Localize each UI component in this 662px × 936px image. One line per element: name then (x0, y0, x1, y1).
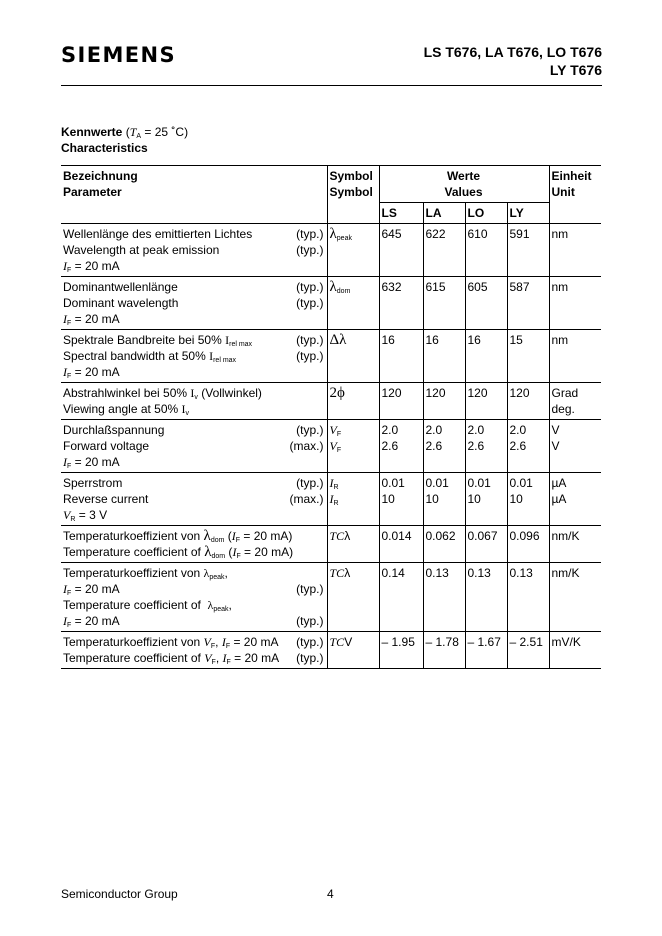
characteristics-table (61, 165, 601, 669)
value-cell: – 1.95 (379, 632, 423, 669)
part-numbers (424, 43, 602, 79)
value-cell: 120 (379, 383, 423, 420)
title-de: Kennwerte ($T_A = 25$ ˚C) (61, 125, 189, 140)
header-variant: LA (423, 203, 465, 224)
symbol-cell: $\lambda_{dom}$ (327, 277, 379, 330)
param-cell: Spektrale Bandbreite bei 50% $I_{rel max}$ (typ.) Spectral bandwidth at 50% $I_{rel max}$ (typ.) $I_F = 20$ mA (61, 330, 327, 383)
value-cell: 120 (465, 383, 507, 420)
unit-cell: Grad deg. (549, 383, 601, 420)
value-cell: 0.14 (379, 563, 423, 632)
symbol-cell: $I_R$ $I_R$ (327, 473, 379, 526)
header-values: Werte Values (379, 166, 549, 203)
value-cell: 0.13 (465, 563, 507, 632)
value-cell: 591 (507, 224, 549, 277)
param-cell: Abstrahlwinkel bei 50% $I_v$ (Vollwinkel) Viewing angle at 50% $I_v$ (61, 383, 327, 420)
param-cell: Wellenlänge des emittierten Lichtes (typ.) Wavelength at peak emission (typ.) $I_F = 20$ mA (61, 224, 327, 277)
symbol-cell: $\lambda_{peak}$ (327, 224, 379, 277)
value-cell: – 2.51 (507, 632, 549, 669)
symbol-cell: TCV (327, 632, 379, 669)
footer-company: Semiconductor Group (61, 887, 178, 901)
symbol-cell: TCλ (327, 563, 379, 632)
value-cell: 587 (507, 277, 549, 330)
unit-cell: mV/K (549, 632, 601, 669)
value-cell: 120 (423, 383, 465, 420)
symbol-cell: TCλ (327, 526, 379, 563)
value-cell: 2.0 2.6 (465, 420, 507, 473)
param-cell: Sperrstrom (typ.) Reverse current (max.) $V_R = 3$ V (61, 473, 327, 526)
value-cell: 16 (465, 330, 507, 383)
symbol-cell: 2ϕ (327, 383, 379, 420)
unit-cell: nm/K (549, 526, 601, 563)
table-row (61, 277, 601, 330)
unit-cell: nm (549, 277, 601, 330)
value-cell: – 1.67 (465, 632, 507, 669)
table-row (61, 330, 601, 383)
header-variant: LY (507, 203, 549, 224)
part-numbers-line1: LS T676, LA T676, LO T676 (423, 44, 602, 60)
value-cell: 2.0 2.6 (507, 420, 549, 473)
value-cell: 0.13 (423, 563, 465, 632)
header-unit: Einheit Unit (549, 166, 601, 224)
part-numbers-line2: LY T676 (549, 62, 602, 78)
param-cell: Durchlaßspannung (typ.) Forward voltage (max.) $I_F = 20$ mA (61, 420, 327, 473)
unit-cell: nm/K (549, 563, 601, 632)
value-cell: 632 (379, 277, 423, 330)
value-cell: 610 (465, 224, 507, 277)
table-row (61, 473, 601, 526)
param-cell: Temperaturkoeffizient von $\lambda_{peak}$, $I_F = 20$ mA (typ.) Temperature coefficient of $\lambda_{peak}$, $I_F = 20$ mA (typ.) (61, 563, 327, 632)
table-row (61, 563, 601, 632)
header-variant: LO (465, 203, 507, 224)
value-cell: 120 (507, 383, 549, 420)
title-en: Characteristics (61, 141, 148, 155)
section-title (61, 124, 188, 156)
table-header-row (61, 166, 601, 203)
param-cell: Dominantwellenlänge (typ.) Dominant wavelength (typ.) $I_F = 20$ mA (61, 277, 327, 330)
value-cell: 0.01 10 (465, 473, 507, 526)
siemens-logo: SIEMENS (61, 43, 177, 67)
table-row (61, 632, 601, 669)
table-row (61, 224, 601, 277)
value-cell: – 1.78 (423, 632, 465, 669)
param-cell: Temperaturkoeffizient von $V_F$, $I_F = 20$ mA (typ.) Temperature coefficient of $V_F$, $I_F = 20$ mA (typ.) (61, 632, 327, 669)
value-cell: 2.0 2.6 (423, 420, 465, 473)
value-cell: 605 (465, 277, 507, 330)
value-cell: 0.01 10 (379, 473, 423, 526)
unit-cell: V V (549, 420, 601, 473)
header-divider (61, 85, 602, 86)
symbol-cell: $V_F$ $V_F$ (327, 420, 379, 473)
value-cell: 0.062 (423, 526, 465, 563)
value-cell: 0.014 (379, 526, 423, 563)
unit-cell: µA µA (549, 473, 601, 526)
value-cell: 0.01 10 (423, 473, 465, 526)
page-number: 4 (327, 887, 334, 901)
header-parameter: Bezeichnung Parameter (61, 166, 327, 224)
value-cell: 615 (423, 277, 465, 330)
table-row (61, 383, 601, 420)
header-symbol: Symbol Symbol (327, 166, 379, 224)
value-cell: 16 (379, 330, 423, 383)
unit-cell: nm (549, 330, 601, 383)
value-cell: 16 (423, 330, 465, 383)
header-variant: LS (379, 203, 423, 224)
value-cell: 0.01 10 (507, 473, 549, 526)
value-cell: 15 (507, 330, 549, 383)
table-row (61, 420, 601, 473)
table-row (61, 526, 601, 563)
value-cell: 0.067 (465, 526, 507, 563)
value-cell: 2.0 2.6 (379, 420, 423, 473)
param-cell: Temperaturkoeffizient von $\lambda_{dom}$ ($I_F = 20$ mA) Temperature coefficient of $\lambda_{dom}$ ($I_F = 20$ mA) (61, 526, 327, 563)
value-cell: 0.13 (507, 563, 549, 632)
value-cell: 622 (423, 224, 465, 277)
symbol-cell: Δλ (327, 330, 379, 383)
unit-cell: nm (549, 224, 601, 277)
value-cell: 645 (379, 224, 423, 277)
value-cell: 0.096 (507, 526, 549, 563)
